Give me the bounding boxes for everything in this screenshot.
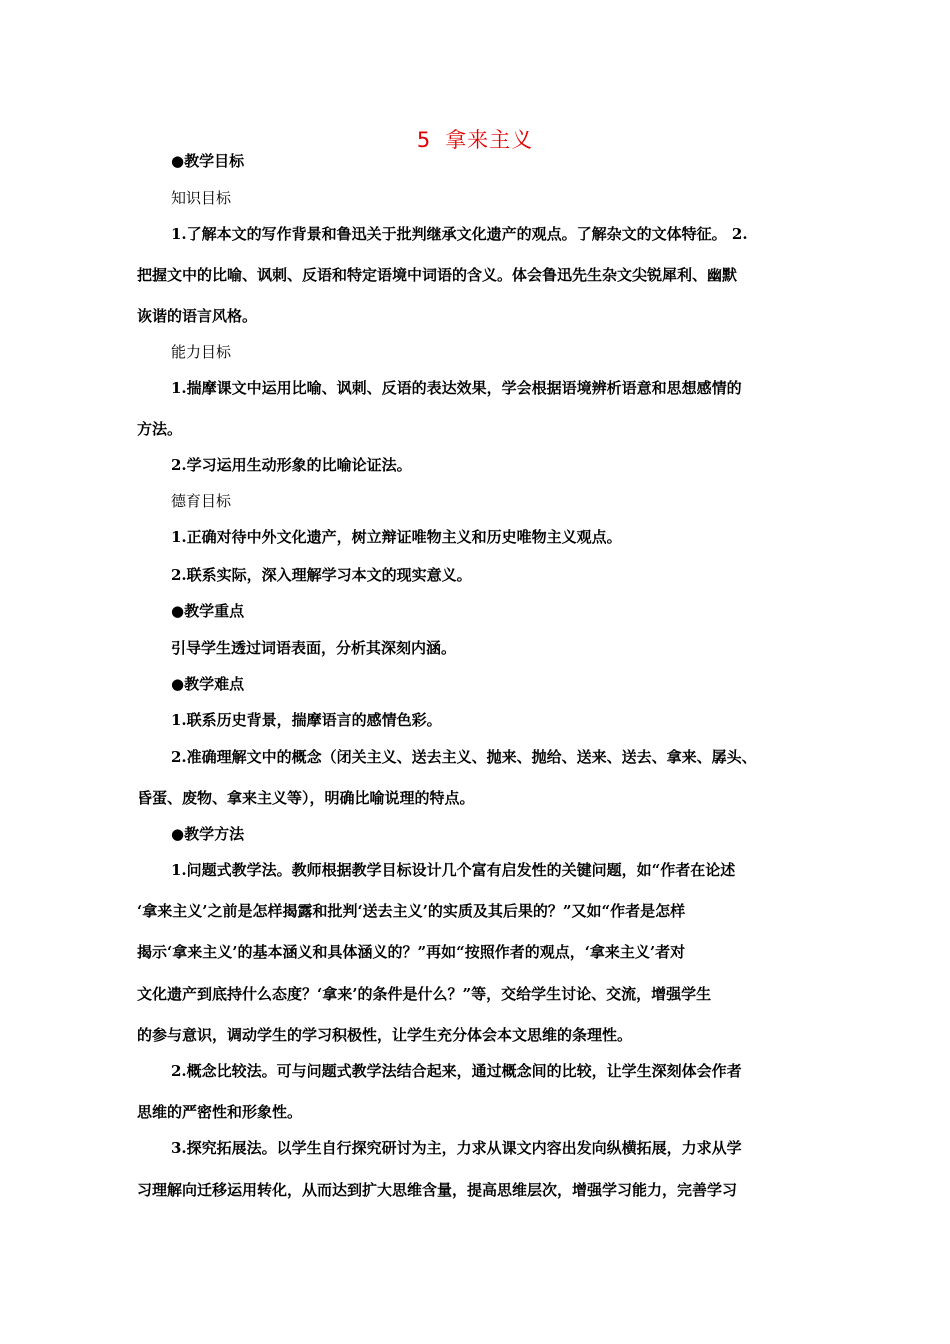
subheading-moral: 德育目标 bbox=[171, 492, 232, 510]
paragraph-line: 诙谐的语言风格。 bbox=[137, 307, 258, 325]
section-heading-difficulties: ●教学难点 bbox=[171, 675, 245, 693]
paragraph-line: 文化遗产到底持什么态度？‘拿来’的条件是什么？”等，交给学生讨论、交流，增强学生 bbox=[137, 985, 712, 1003]
subheading-knowledge: 知识目标 bbox=[171, 189, 232, 207]
paragraph-line: 2.准确理解文中的概念（闭关主义、送去主义、抛来、抛给、送来、送去、拿来、孱头、 bbox=[171, 748, 757, 766]
paragraph-line: 揭示‘拿来主义’的基本涵义和具体涵义的？”再如“按照作者的观点，‘拿来主义’者对 bbox=[137, 943, 686, 961]
lesson-number: 5 bbox=[416, 128, 432, 152]
paragraph-line: 2.学习运用生动形象的比喻论证法。 bbox=[171, 456, 412, 474]
paragraph-line: 1.问题式教学法。教师根据教学目标设计几个富有启发性的关键问题，如“作者在论述 bbox=[171, 861, 736, 879]
paragraph-line: ‘拿来主义’之前是怎样揭露和批判‘送去主义’的实质及其后果的？”又如“作者是怎样 bbox=[137, 902, 686, 920]
paragraph-line: 2.概念比较法。可与问题式教学法结合起来，通过概念间的比较，让学生深刻体会作者 bbox=[171, 1062, 742, 1080]
paragraph-line: 习理解向迁移运用转化，从而达到扩大思维含量，提高思维层次，增强学习能力，完善学习 bbox=[137, 1181, 738, 1199]
paragraph-line: 方法。 bbox=[137, 420, 183, 438]
paragraph-line: 引导学生透过词语表面，分析其深刻内涵。 bbox=[171, 639, 457, 657]
paragraph-line: 1.了解本文的写作背景和鲁迅关于批判继承文化遗产的观点。了解杂文的文体特征。 2. bbox=[171, 225, 748, 243]
paragraph-line: 1.联系历史背景，揣摩语言的感情色彩。 bbox=[171, 711, 442, 729]
paragraph-line: 的参与意识，调动学生的学习积极性，让学生充分体会本文思维的条理性。 bbox=[137, 1026, 633, 1044]
section-heading-methods: ●教学方法 bbox=[171, 825, 245, 843]
paragraph-line: 3.探究拓展法。以学生自行探究研讨为主，力求从课文内容出发向纵横拓展，力求从学 bbox=[171, 1139, 742, 1157]
paragraph-line: 把握文中的比喻、讽刺、反语和特定语境中词语的含义。体会鲁迅先生杂文尖锐犀利、幽默 bbox=[137, 266, 738, 284]
paragraph-line: 1.揣摩课文中运用比喻、讽刺、反语的表达效果，学会根据语境辨析语意和思想感情的 bbox=[171, 379, 742, 397]
page-title bbox=[0, 124, 950, 154]
lesson-title: 拿来主义 bbox=[445, 128, 534, 152]
paragraph-line: 昏蛋、废物、拿来主义等），明确比喻说理的特点。 bbox=[137, 789, 475, 807]
paragraph-line: 1.正确对待中外文化遗产，树立辩证唯物主义和历史唯物主义观点。 bbox=[171, 528, 622, 546]
subheading-ability: 能力目标 bbox=[171, 343, 232, 361]
paragraph-line: 2.联系实际，深入理解学习本文的现实意义。 bbox=[171, 566, 472, 584]
section-heading-objectives: ●教学目标 bbox=[171, 152, 245, 170]
section-heading-key-points: ●教学重点 bbox=[171, 602, 245, 620]
paragraph-line: 思维的严密性和形象性。 bbox=[137, 1103, 303, 1121]
